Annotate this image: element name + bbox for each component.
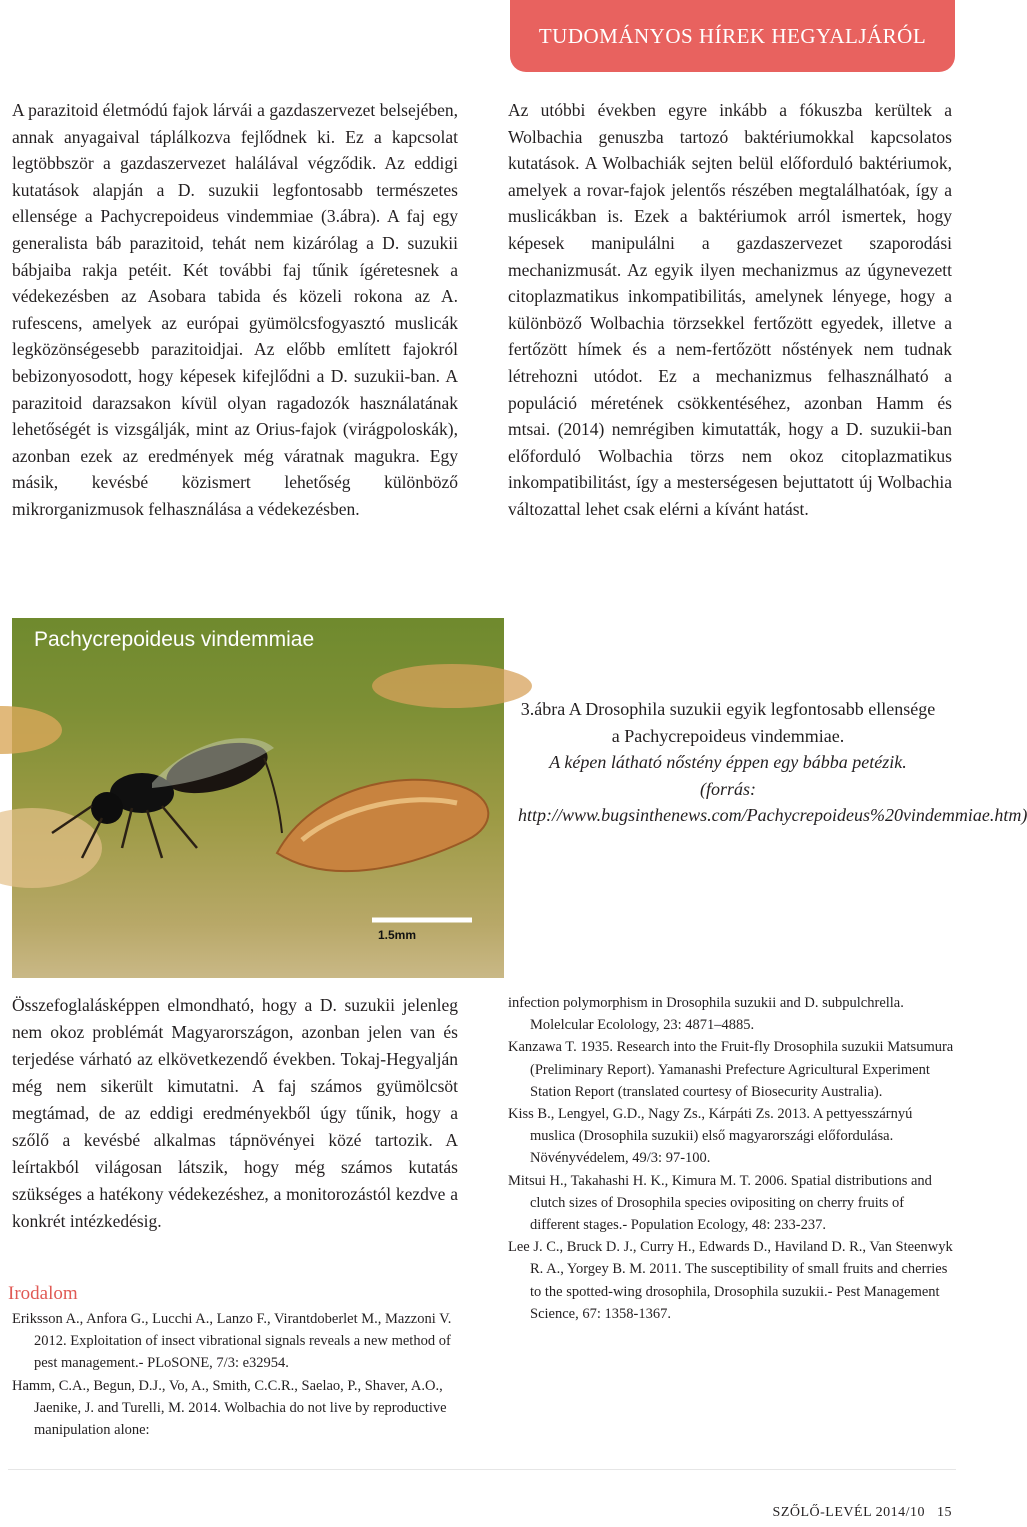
photo-species-label: Pachycrepoideus vindemmiae — [34, 628, 315, 651]
right-column-body — [508, 97, 952, 523]
figure-caption-line2: A képen látható nőstény éppen egy bábba petézik. — [549, 752, 907, 772]
figure-caption — [518, 696, 1027, 829]
figure-caption-line1: 3.ábra A Drosophila suzukii egyik legfontosabb ellensége a Pachycrepoideus vindemmiae. — [520, 699, 936, 746]
page-number: 15 — [937, 1505, 952, 1520]
reference-item: Eriksson A., Anfora G., Lucchi A., Lanzo F., Virantdoberlet M., Mazzoni V. 2012. Exploitation of insect vibrational signals reveals a new method of pest management.- PLoSONE, 7/3: e32954. — [12, 1311, 452, 1372]
summary-body — [12, 992, 458, 1235]
references-left-column — [12, 1308, 452, 1441]
figure-caption-source: (forrás: http://www.bugsinthenews.com/Pachycrepoideus%20vindemmiae.htm) — [518, 778, 1027, 825]
reference-item: Kanzawa T. 1935. Research into the Fruit-fly Drosophila suzukii Matsumura (Preliminary Report). Yamanashi Prefecture Agricultural Experiment Station Report (translated courtesy of Biosecurity Australia). — [508, 1039, 954, 1100]
scale-bar-label: 1.5mm — [378, 928, 417, 942]
footer-divider — [8, 1469, 956, 1470]
reference-item: Lee J. C., Bruck D. J., Curry H., Edwards D., Haviland D. R., Van Steenwyk R. A., Yorgey B. M. 2011. The susceptibility of small fruits and cherries to the spotted-wing drosophila, Drosophila suzukii.- Pest Management Science, 67: 1358-1367. — [508, 1239, 953, 1322]
wasp-photo — [12, 618, 504, 978]
background-pupa-right — [372, 664, 532, 708]
host-pupa — [277, 780, 488, 871]
left-column-paragraph: A parazitoid életmódú fajok lárvái a gazdaszervezet belsejében, annak anyagaival táplálkozva fejlődnek ki. Ez a kapcsolat legtöbbször a gazdaszervezet halálával végződik. Az eddigi kutatások alapján a D. suzukii legfontosabb természetes ellensége a Pachycrepoideus vindemmiae (3.ábra). A faj egy generalista báb parazitoid, tehát nem kizárólag a D. suzukii bábjaiba rakja petéit. Két további faj tűnik ígéretesnek a védekezésben az Asobara tabida és közeli rokona az A. rufescens, amelyek az európai gyümölcsfogyasztó muslicák legközönségesebb parazitoidjai. Az előbb említett fajokról bebizonyosodott, hogy képesek kifejlődni a D. suzukii-ban. A parazitoid darazsakon kívül olyan ragadozók használatának lehetőségét is vizsgálják, mint az Orius-fajok (virágpoloskák), azonban ezek az eredmények még váratnak magukra. Egy másik, kevésbé közismert lehetőség különböző mikrorganizmusok felhasználása a védekezésben. — [12, 100, 458, 519]
reference-item: Kiss B., Lengyel, G.D., Nagy Zs., Kárpáti Zs. 2013. A pettyesszárnyú muslica (Drosophila suzukii) első magyarországi előfordulása. Növényvédelem, 49/3: 97-100. — [508, 1106, 913, 1167]
wasp-illustration — [12, 618, 504, 978]
right-column-paragraph: Az utóbbi években egyre inkább a fókuszba kerültek a Wolbachia genuszba tartozó baktériumokkal kapcsolatos kutatások. A Wolbachiák sejten belül előforduló baktériumok, amelyek a rovar-fajok jelentős részében megtalálhatóak, így a muslicákban is. Ezek a baktériumok arról ismertek, hogy képesek manipulálni a gazdaszervezet szaporodási mechanizmusát. Az egyik ilyen mechanizmus az úgynevezett citoplazmatikus inkompatibilitás, amelynek lényege, hogy a különböző Wolbachia törzsekkel fertőzött egyedek, illetve a fertőzött hímek és a nem-fertőzött nőstények nem tudnak létrehozni utódot. Ez a mechanizmus felhasználható a populáció méretének csökkentéséhez, azonban Hamm és mtsai. (2014) nemrégiben kimutatták, hogy a D. suzukii-ban előforduló Wolbachia törzs nem okoz citoplazmatikus inkompatibilitást, így a mesterségesen bejuttatott új Wolbachia változattal lehet csak elérni a kívánt hatást. — [508, 100, 952, 519]
reference-item: Mitsui H., Takahashi H. K., Kimura M. T. 2006. Spatial distributions and clutch sizes of Drosophila species ovipositing on cherry fruits of different stages.- Population Ecology, 48: 233-237. — [508, 1172, 932, 1234]
page-footer — [773, 1505, 952, 1521]
journal-issue: SZŐLŐ-LEVÉL 2014/10 — [772, 1505, 925, 1520]
wasp-ovipositor — [264, 758, 282, 833]
reference-item-continued: infection polymorphism in Drosophila suzukii and D. subpulchrella. Molelcular Ecolology, 23: 4871–4885. — [508, 995, 904, 1034]
background-pupa-left — [0, 706, 62, 754]
reference-item: Hamm, C.A., Begun, D.J., Vo, A., Smith, C.C.R., Saelao, P., Shaver, A.O., Jaenike, J. and Turelli, M. 2014. Wolbachia do not live by reproductive manipulation alone: — [12, 1377, 447, 1439]
wasp-head — [91, 792, 123, 824]
references-heading: Irodalom — [8, 1283, 78, 1304]
left-column-body — [12, 97, 458, 523]
summary-paragraph: Összefoglalásképpen elmondható, hogy a D. suzukii jelenleg nem okoz problémát Magyarországon, azonban jelen van és terjedése várható az elkövetkezendő években. Tokaj-Hegyalján még nem sikerült kimutatni. A faj számos gyümölcsöt megtámad, de az eddigi eredményekből úgy tűnik, hogy a szőlő a kevésbé alkalmas tápnövényei közé tartozik. A leírtakból világosan látszik, hogy még számos kutatás szükséges a hatékony védekezéshez, a monitorozástól kezdve a konkrét intézkedésig. — [12, 995, 458, 1231]
section-header-tab — [510, 0, 955, 72]
section-header-title: TUDOMÁNYOS HÍREK HEGYALJÁRÓL — [538, 23, 927, 48]
references-right-column — [508, 992, 954, 1325]
